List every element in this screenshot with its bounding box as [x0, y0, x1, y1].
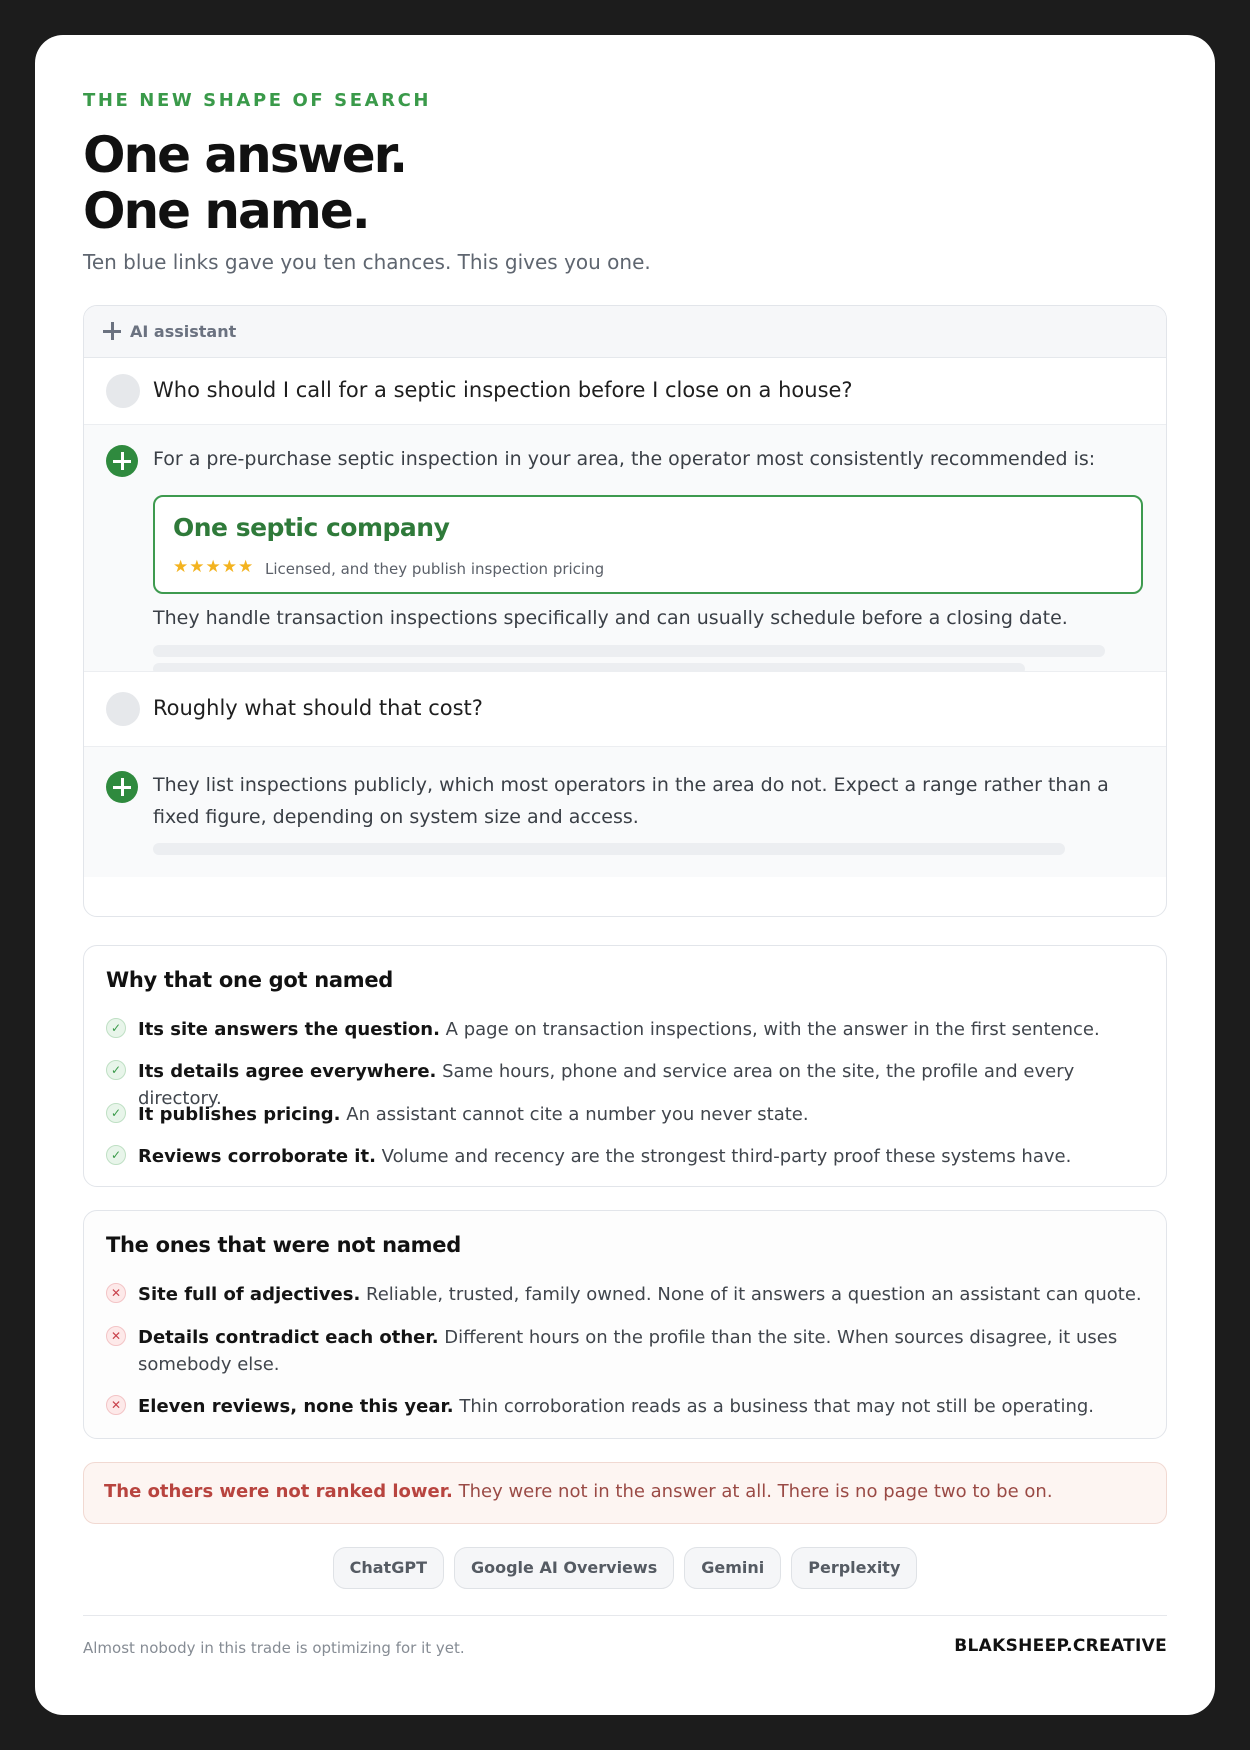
- callout-text: They were not in the answer at all. There is no page two to be on.: [458, 1481, 1053, 1502]
- item-bold: Details contradict each other.: [138, 1327, 439, 1348]
- callout-bold: The others were not ranked lower.: [104, 1481, 453, 1502]
- why-named-title: Why that one got named: [106, 968, 394, 992]
- item-text: Volume and recency are the strongest third-party proof these systems have.: [381, 1146, 1072, 1167]
- item-text: Reliable, trusted, family owned. None of it answers a question an assistant can quote.: [366, 1284, 1142, 1305]
- x-icon: ✕: [106, 1326, 126, 1346]
- item-bold: It publishes pricing.: [138, 1104, 341, 1125]
- assistant-answer-2: They list inspections publicly, which most operators in the area do not. Expect a range rather than a fixed figure, depending on system size and access.: [153, 774, 1109, 828]
- footer-divider: [83, 1615, 1167, 1616]
- headline-line-1: One answer.: [83, 126, 407, 184]
- item-bold: Reviews corroborate it.: [138, 1146, 376, 1167]
- item-bold: Site full of adjectives.: [138, 1284, 361, 1305]
- check-icon: ✓: [106, 1018, 126, 1038]
- chip-chatgpt: ChatGPT: [333, 1547, 444, 1589]
- check-icon: ✓: [106, 1103, 126, 1123]
- check-icon: ✓: [106, 1060, 126, 1080]
- chat-message-user-1: [84, 358, 1166, 425]
- ai-chat-panel: [83, 305, 1167, 917]
- chat-header: [84, 306, 1166, 358]
- chip-perplexity: Perplexity: [791, 1547, 917, 1589]
- plus-circle-icon: [106, 771, 138, 803]
- chat-message-assistant-1: [84, 425, 1166, 672]
- item-bold: Eleven reviews, none this year.: [138, 1396, 454, 1417]
- x-icon: ✕: [106, 1395, 126, 1415]
- item-text: Thin corroboration reads as a business that may not still be operating.: [459, 1396, 1095, 1417]
- placeholder-text-line: [153, 843, 1065, 855]
- x-icon: ✕: [106, 1283, 126, 1303]
- not-named-title: The ones that were not named: [106, 1233, 461, 1257]
- chip-google-ai-overviews: Google AI Overviews: [454, 1547, 674, 1589]
- item-text: Same hours, phone and service area on the site, the profile and every directory.: [138, 1061, 1075, 1109]
- recommended-company-note: Licensed, and they publish inspection pricing: [265, 560, 605, 578]
- subhead: Ten blue links gave you ten chances. This gives you one.: [83, 250, 651, 274]
- brand-logo: BLAKSHEEP.CREATIVE: [954, 1636, 1167, 1656]
- user-avatar: [106, 692, 140, 726]
- item-bold: Its site answers the question.: [138, 1019, 440, 1040]
- placeholder-text-line: [153, 645, 1105, 657]
- chat-message-user-2: [84, 672, 1166, 747]
- plus-icon: [102, 321, 122, 341]
- why-named-panel: [83, 945, 1167, 1187]
- recommended-company-card: [153, 495, 1143, 594]
- headline: [83, 127, 406, 239]
- headline-line-2: One name.: [83, 182, 369, 240]
- item-bold: Its details agree everywhere.: [138, 1061, 437, 1082]
- chat-header-title: AI assistant: [130, 322, 237, 341]
- plus-circle-icon: [106, 445, 138, 477]
- platform-chips: [83, 1547, 1167, 1589]
- check-icon: ✓: [106, 1145, 126, 1165]
- chip-gemini: Gemini: [684, 1547, 781, 1589]
- assistant-answer-intro: For a pre-purchase septic inspection in your area, the operator most consistently recommended is:: [153, 448, 1096, 470]
- assistant-answer-followup: They handle transaction inspections specifically and can usually schedule before a closing date.: [153, 607, 1068, 629]
- recommended-company-name: One septic company: [173, 513, 450, 542]
- not-named-panel: [83, 1210, 1167, 1439]
- eyebrow-label: THE NEW SHAPE OF SEARCH: [83, 90, 432, 111]
- chat-message-assistant-2: [84, 747, 1166, 877]
- user-question-2: Roughly what should that cost?: [153, 696, 483, 720]
- infographic-card: [35, 35, 1215, 1715]
- item-text: Different hours on the profile than the site. When sources disagree, it uses somebody else.: [138, 1327, 1118, 1375]
- warning-callout: [83, 1462, 1167, 1524]
- footer-note: Almost nobody in this trade is optimizing for it yet.: [83, 1639, 465, 1657]
- item-text: A page on transaction inspections, with the answer in the first sentence.: [445, 1019, 1100, 1040]
- user-question-1: Who should I call for a septic inspection before I close on a house?: [153, 378, 853, 402]
- item-text: An assistant cannot cite a number you never state.: [346, 1104, 809, 1125]
- user-avatar: [106, 374, 140, 408]
- star-rating: ★★★★★: [173, 557, 255, 577]
